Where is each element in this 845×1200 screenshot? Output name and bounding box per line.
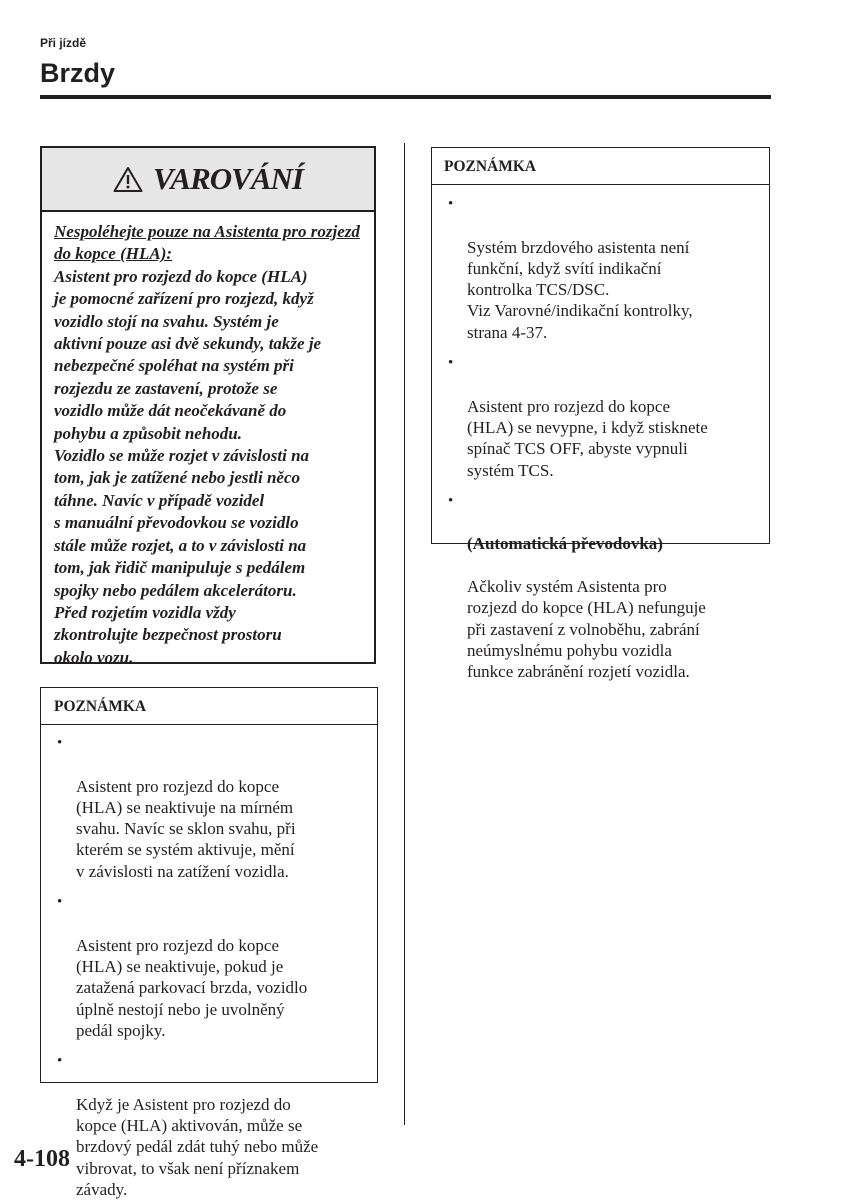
warning-body (42, 212, 374, 669)
warning-header (42, 148, 374, 212)
page-title: Brzdy (40, 58, 116, 88)
note-list (432, 185, 769, 683)
note-item (57, 1051, 367, 1200)
bullet-icon: • (448, 196, 454, 212)
note-item (57, 733, 367, 882)
bullet-icon: • (57, 894, 63, 911)
warning-triangle-icon (113, 166, 143, 193)
warning-title: VAROVÁNÍ (153, 161, 303, 196)
warning-box (40, 146, 376, 667)
title-rule (40, 95, 771, 99)
note-item (57, 892, 367, 1041)
page-number: 4-108 (14, 1146, 70, 1172)
bullet-icon: • (57, 1053, 63, 1070)
column-divider (404, 143, 405, 1125)
note-item (448, 353, 759, 481)
note-item (448, 194, 759, 343)
note-box-right (431, 147, 770, 682)
note-item-title: (Automatická převodovka) (467, 534, 663, 554)
note-item-text: Ačkoliv systém Asistenta pro rozjezd do kopce (HLA) nefunguje při zastavení z volnoběhu, zabrání neúmyslnému pohybu vozidla funkce zabránění rozjetí vozidla. (467, 577, 706, 682)
warning-text: Asistent pro rozjezd do kopce (HLA) je pomocné zařízení pro rozjezd, když vozidlo stojí na svahu. Systém je aktivní pouze asi dvě sekundy, takže je nebezpečné spoléhat na systém při rozjezdu ze zastavení, protože se vozidlo může dát neočekávaně do pohybu a způsobit nehodu. Vozidlo se může rozjet v závislosti na tom, jak je zatížené nebo jestli něco táhne. Navíc v případě vozidel s manuální převodovkou se vozidlo stále může rozjet, a to v závislosti na tom, jak řidič manipuluje s pedálem spojky nebo pedálem akcelerátoru. Před rozjetím vozidla vždy zkontrolujte bezpečnost prostoru okolo vozu. (54, 266, 322, 667)
note-title: POZNÁMKA (41, 688, 377, 725)
bullet-icon: • (448, 492, 454, 509)
bullet-icon: • (448, 355, 454, 372)
note-item-text: Když je Asistent pro rozjezd do kopce (HLA) aktivován, může se brzdový pedál zdát tuhý nebo může vibrovat, to však není příznakem závady. (76, 1094, 319, 1199)
warning-heading: Nespoléhejte pouze na Asistenta pro rozjezd do kopce (HLA): (54, 222, 360, 264)
note-item-text: Asistent pro rozjezd do kopce (HLA) se neaktivuje, pokud je zatažená parkovací brzda, vozidlo úplně nestojí nebo je uvolněný pedál spojky. (76, 935, 308, 1040)
note-item (448, 491, 759, 683)
note-item-text: Systém brzdového asistenta není funkční, když svítí indikační kontrolka TCS/DSC. Viz Varovné/indikační kontrolky, strana 4-37. (467, 237, 693, 342)
section-label: Při jízdě (40, 36, 87, 50)
note-item-text: Asistent pro rozjezd do kopce (HLA) se neaktivuje na mírném svahu. Navíc se sklon svahu, při kterém se systém aktivuje, mění v závislosti na zatížení vozidla. (76, 776, 296, 881)
note-title: POZNÁMKA (432, 148, 769, 185)
note-list (41, 725, 377, 1200)
bullet-icon: • (57, 735, 63, 751)
note-item-text: Asistent pro rozjezd do kopce (HLA) se nevypne, i když stisknete spínač TCS OFF, abyste vypnuli systém TCS. (467, 396, 708, 480)
